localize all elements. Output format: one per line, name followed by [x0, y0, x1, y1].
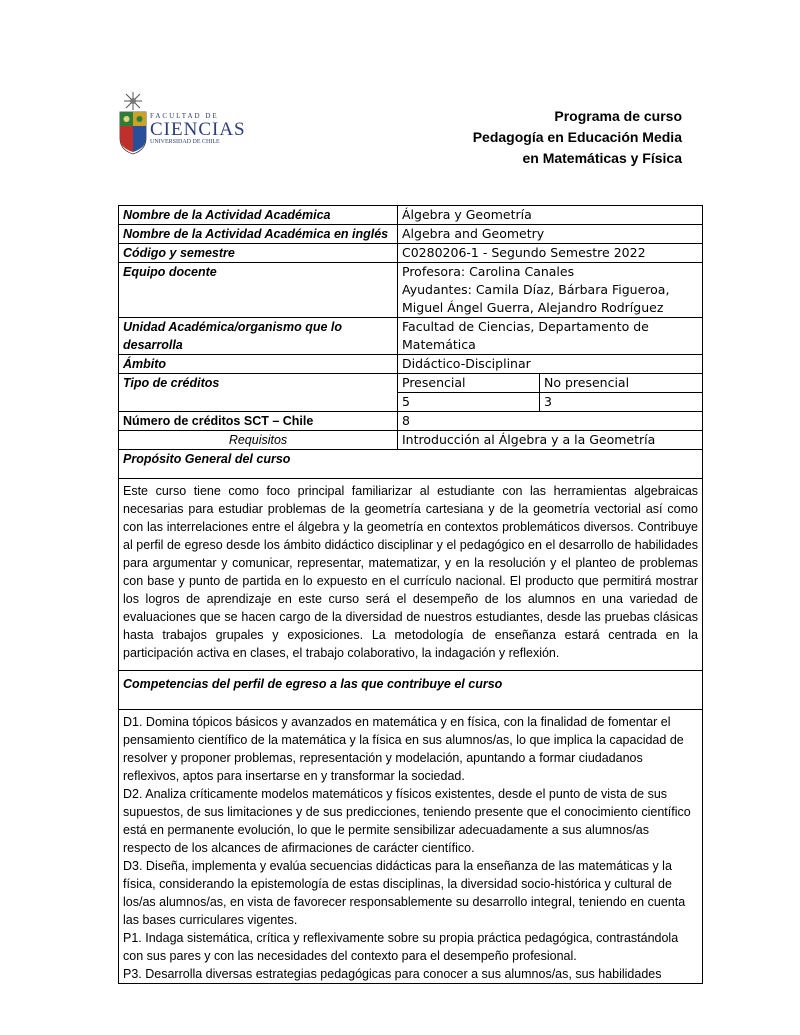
- equipo-label: Equipo docente: [119, 263, 398, 318]
- competencias-body: [119, 710, 703, 984]
- presencial-label: Presencial: [398, 374, 540, 393]
- competencia-d3: D3. Diseña, implementa y evalúa secuencias didácticas para la enseñanza de las matemáticas y la física, considerando la epistemología de estas disciplinas, la diversidad socio-histórica y cultural de los/as alumnos/as, en vista de favorecer responsablemente su desarrollo integral, teniendo en cuenta las bases curriculares vigentes.: [123, 859, 686, 927]
- row-unidad: [119, 318, 703, 355]
- document-header: [473, 106, 682, 169]
- row-proposito-body: [119, 479, 703, 671]
- header-line-2: Pedagogía en Educación Media: [472, 129, 682, 145]
- row-ambito: [119, 355, 703, 374]
- codigo-label: Código y semestre: [119, 244, 398, 263]
- row-requisitos: [119, 431, 703, 450]
- competencia-p1: P1. Indaga sistemática, crítica y reflexivamente sobre su propia práctica pedagógica, contrastándola con sus pares y con las necesidades del contexto para el desempeño profesional.: [123, 931, 679, 963]
- row-tipo-creditos: [119, 374, 703, 393]
- tipo-label: Tipo de créditos: [119, 374, 398, 412]
- nombre-value: Álgebra y Geometría: [398, 206, 703, 225]
- row-equipo: [119, 263, 703, 318]
- ingles-value: Algebra and Geometry: [398, 225, 703, 244]
- header-line-3: en Matemáticas y Física: [522, 150, 682, 166]
- ambito-label: Ámbito: [119, 355, 398, 374]
- ingles-label: Nombre de la Actividad Académica en inglés: [119, 225, 398, 244]
- competencia-p3: P3. Desarrolla diversas estrategias pedagógicas para conocer a sus alumnos/as, sus habilidades: [123, 967, 662, 981]
- presencial-value: 5: [398, 393, 540, 412]
- logo-university-text: UNIVERSIDAD DE CHILE: [150, 139, 220, 145]
- row-nombre: [119, 206, 703, 225]
- requisitos-label: Requisitos: [119, 431, 398, 450]
- sct-label: Número de créditos SCT – Chile: [119, 412, 398, 431]
- equipo-value: [398, 263, 703, 318]
- unidad-label: Unidad Académica/organismo que lo desarrolla: [119, 318, 398, 355]
- faculty-crest-icon: [117, 90, 149, 156]
- sct-value: 8: [398, 412, 703, 431]
- equipo-profesora: Profesora: Carolina Canales: [402, 264, 575, 279]
- proposito-title: Propósito General del curso: [119, 450, 703, 479]
- row-competencias-title: [119, 671, 703, 710]
- no-presencial-label: No presencial: [540, 374, 703, 393]
- competencia-d2: D2. Analiza críticamente modelos matemáticos y físicos existentes, desde el punto de vista de sus supuestos, de sus limitaciones y de sus predicciones, teniendo presente que el conocimiento científico está en permanente evolución, lo que le permite sensibilizar adecuadamente a sus alumnos/as respecto de los alcances de afirmaciones de carácter científico.: [123, 787, 691, 855]
- course-info-table: [118, 205, 703, 984]
- requisitos-value: Introducción al Álgebra y a la Geometría: [398, 431, 703, 450]
- row-competencias-body: [119, 710, 703, 984]
- competencias-title: Competencias del perfil de egreso a las que contribuye el curso: [119, 671, 703, 710]
- competencia-d1: D1. Domina tópicos básicos y avanzados en matemática y en física, con la finalidad de fomentar el pensamiento científico de la matemática y la física en sus alumnos/as, lo que implica la capacidad de resolver y proponer problemas, representación y modelación, apuntando a formar ciudadanos reflexivos, aptos para insertarse en y transformar la sociedad.: [123, 715, 684, 783]
- equipo-ayudantes: Ayudantes: Camila Díaz, Bárbara Figueroa, Miguel Ángel Guerra, Alejandro Rodríguez: [402, 282, 670, 315]
- row-proposito-title: [119, 450, 703, 479]
- row-ingles: [119, 225, 703, 244]
- row-codigo: [119, 244, 703, 263]
- no-presencial-value: 3: [540, 393, 703, 412]
- ambito-value: Didáctico-Disciplinar: [398, 355, 703, 374]
- header-line-1: Programa de curso: [554, 108, 682, 124]
- logo-faculty-text: FACULTAD DE: [150, 112, 219, 120]
- proposito-body: Este curso tiene como foco principal familiarizar al estudiante con las herramientas algebraicas necesarias para estudiar problemas de la geometría cartesiana y de la geometría vectorial así como con las interrelaciones entre el álgebra y la geometría en contextos problemáticos diversos. Contribuye al perfil de egreso desde los ámbito didáctico disciplinar y el pedagógico en el desarrollo de habilidades para argumentar y comunicar, representar, matematizar, y en la resolución y el planteo de problemas con base y punto de partida en lo expuesto en el currículo nacional. El producto que permitirá mostrar los logros de aprendizaje en este curso será el desempeño de los alumnos en una variedad de evaluaciones que se hacen cargo de la diversidad de nuestros estudiantes, desde las pruebas clásicas hasta trabajos grupales y exposiciones. La metodología de enseñanza estará centrada en la participación activa en clases, el trabajo colaborativo, la indagación y reflexión.: [119, 479, 703, 671]
- row-sct: [119, 412, 703, 431]
- nombre-label: Nombre de la Actividad Académica: [119, 206, 398, 225]
- codigo-value: C0280206-1 - Segundo Semestre 2022: [398, 244, 703, 263]
- logo-name-text: CIENCIAS: [150, 119, 246, 140]
- unidad-value: Facultad de Ciencias, Departamento de Matemática: [398, 318, 703, 355]
